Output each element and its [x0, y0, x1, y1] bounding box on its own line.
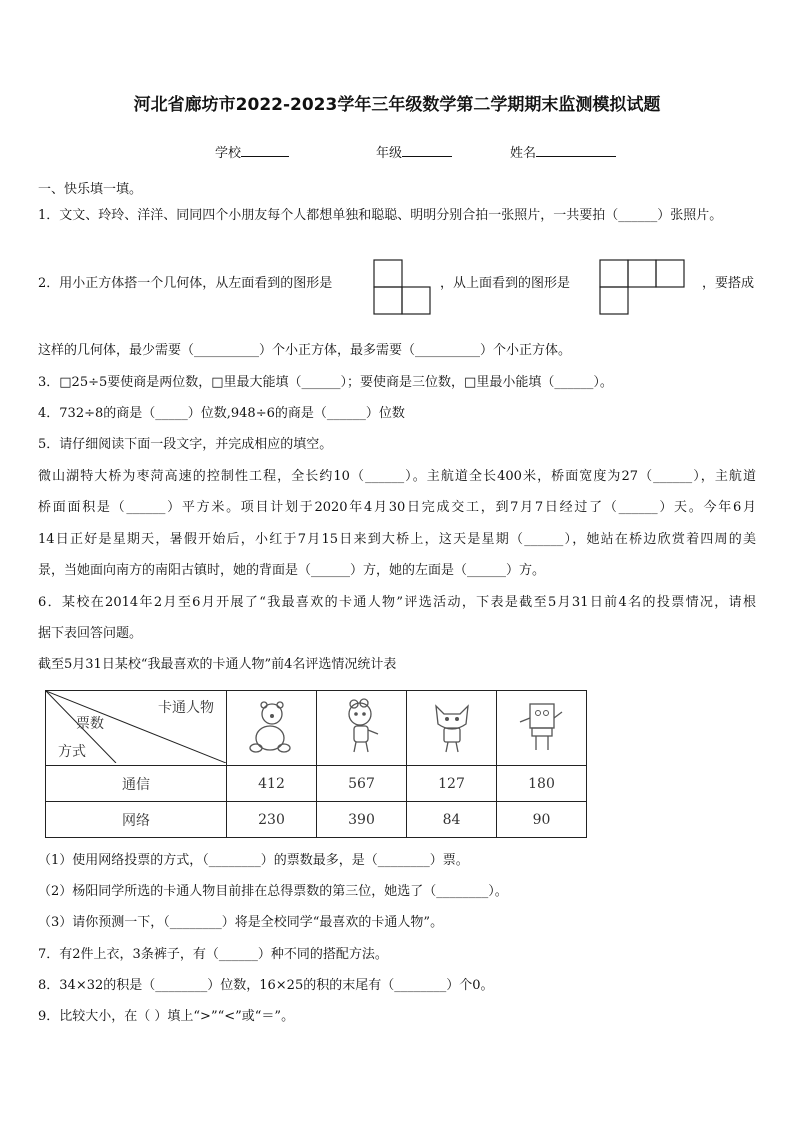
wolf-cartoon-icon	[422, 696, 482, 756]
row-label-online: 网络	[46, 802, 227, 838]
corner-label-cartoon: 卡通人物	[158, 700, 214, 716]
cartoon-image-sponge	[497, 691, 587, 766]
top-view-figure	[598, 258, 688, 316]
table-cell: 390	[317, 802, 407, 838]
question-2-part-a: 2．用小正方体搭一个几何体，从左面看到的图形是	[38, 276, 333, 291]
corner-label-method: 方式	[58, 744, 86, 760]
name-label: 姓名	[510, 146, 537, 161]
question-5-line-1: 微山湖特大桥为枣菏高速的控制性工程，全长约10（______）。主航道全长400米，桥面宽度为27（______），主航道	[38, 469, 756, 484]
question-5-line-2: 桥面面积是（______）平方米。项目计划于2020年4月30日完成交工，到7月7日经过了（______）天。今年6月	[38, 500, 756, 515]
table-cell: 180	[497, 766, 587, 802]
table-cell: 127	[407, 766, 497, 802]
sponge-cartoon-icon	[512, 696, 572, 756]
question-5-heading: 5．请仔细阅读下面一段文字，并完成相应的填空。	[38, 437, 333, 452]
table-row	[46, 802, 587, 838]
school-field	[215, 142, 289, 161]
cartoon-image-wolf	[407, 691, 497, 766]
school-label: 学校	[215, 146, 242, 161]
vote-table	[45, 690, 587, 838]
grade-label: 年级	[376, 146, 403, 161]
name-field	[510, 142, 616, 161]
table-cell: 84	[407, 802, 497, 838]
question-2-part-c: ，要搭成	[702, 276, 755, 291]
question-1: 1．文文、玲玲、洋洋、同同四个小朋友每个人都想单独和聪聪、明明分别合拍一张照片，一共要拍（______）张照片。	[38, 208, 723, 223]
question-4: 4．732÷8的商是（_____）位数,948÷6的商是（______）位数	[38, 406, 405, 421]
question-2-part-b: ，从上面看到的图形是	[440, 276, 571, 291]
sheep-cartoon-icon	[332, 696, 392, 756]
cartoon-image-bear	[227, 691, 317, 766]
question-2-part-d: 这样的几何体，最少需要（__________）个小正方体，最多需要（__________）个小正方体。	[38, 343, 572, 358]
question-6-sub-2: （2）杨阳同学所选的卡通人物目前排在总得票数的第三位，她选了（________）。	[38, 884, 508, 899]
question-3: 3．□25÷5要使商是两位数，□里最大能填（______）；要使商是三位数，□里最小能填（______）。	[38, 375, 613, 390]
cartoon-image-sheep	[317, 691, 407, 766]
section-heading: 一、快乐填一填。	[38, 182, 143, 197]
table-cell: 230	[227, 802, 317, 838]
table-corner-cell	[46, 691, 227, 766]
row-label-mail: 通信	[46, 766, 227, 802]
corner-label-votes: 票数	[76, 716, 104, 732]
name-blank[interactable]	[536, 144, 616, 157]
bear-cartoon-icon	[242, 696, 302, 756]
question-6-line-1: 6．某校在2014年2月至6月开展了“我最喜欢的卡通人物”评选活动，下表是截至5月31日前4名的投票情况，请根	[38, 595, 756, 610]
question-6-sub-3: （3）请你预测一下，（________）将是全校同学“最喜欢的卡通人物”。	[38, 915, 444, 930]
question-7: 7．有2件上衣，3条裤子，有（______）种不同的搭配方法。	[38, 947, 388, 962]
grade-blank[interactable]	[402, 144, 452, 157]
school-blank[interactable]	[241, 144, 289, 157]
table-cell: 90	[497, 802, 587, 838]
grade-field	[376, 142, 452, 161]
table-caption: 截至5月31日某校“我最喜欢的卡通人物”前4名评选情况统计表	[38, 657, 397, 672]
table-cell: 412	[227, 766, 317, 802]
question-8: 8．34×32的积是（________）位数，16×25的积的末尾有（________）个0。	[38, 978, 494, 993]
question-5-line-3: 14日正好是星期天，暑假开始后，小红于7月15日来到大桥上，这天是星期（______），她站在桥边欣赏着四周的美	[38, 532, 756, 547]
left-view-figure	[372, 258, 432, 316]
question-6-line-2: 据下表回答问题。	[38, 626, 143, 641]
question-6-sub-1: （1）使用网络投票的方式，（________）的票数最多，是（________）票。	[38, 853, 469, 868]
question-5-line-4: 景，当她面向南方的南阳古镇时，她的背面是（______）方，她的左面是（______）方。	[38, 563, 546, 578]
question-9: 9．比较大小，在（ ）填上“>”“<”或“＝”。	[38, 1009, 295, 1024]
table-row	[46, 766, 587, 802]
page-title: 河北省廊坊市2022-2023学年三年级数学第二学期期末监测模拟试题	[133, 95, 661, 115]
table-cell: 567	[317, 766, 407, 802]
